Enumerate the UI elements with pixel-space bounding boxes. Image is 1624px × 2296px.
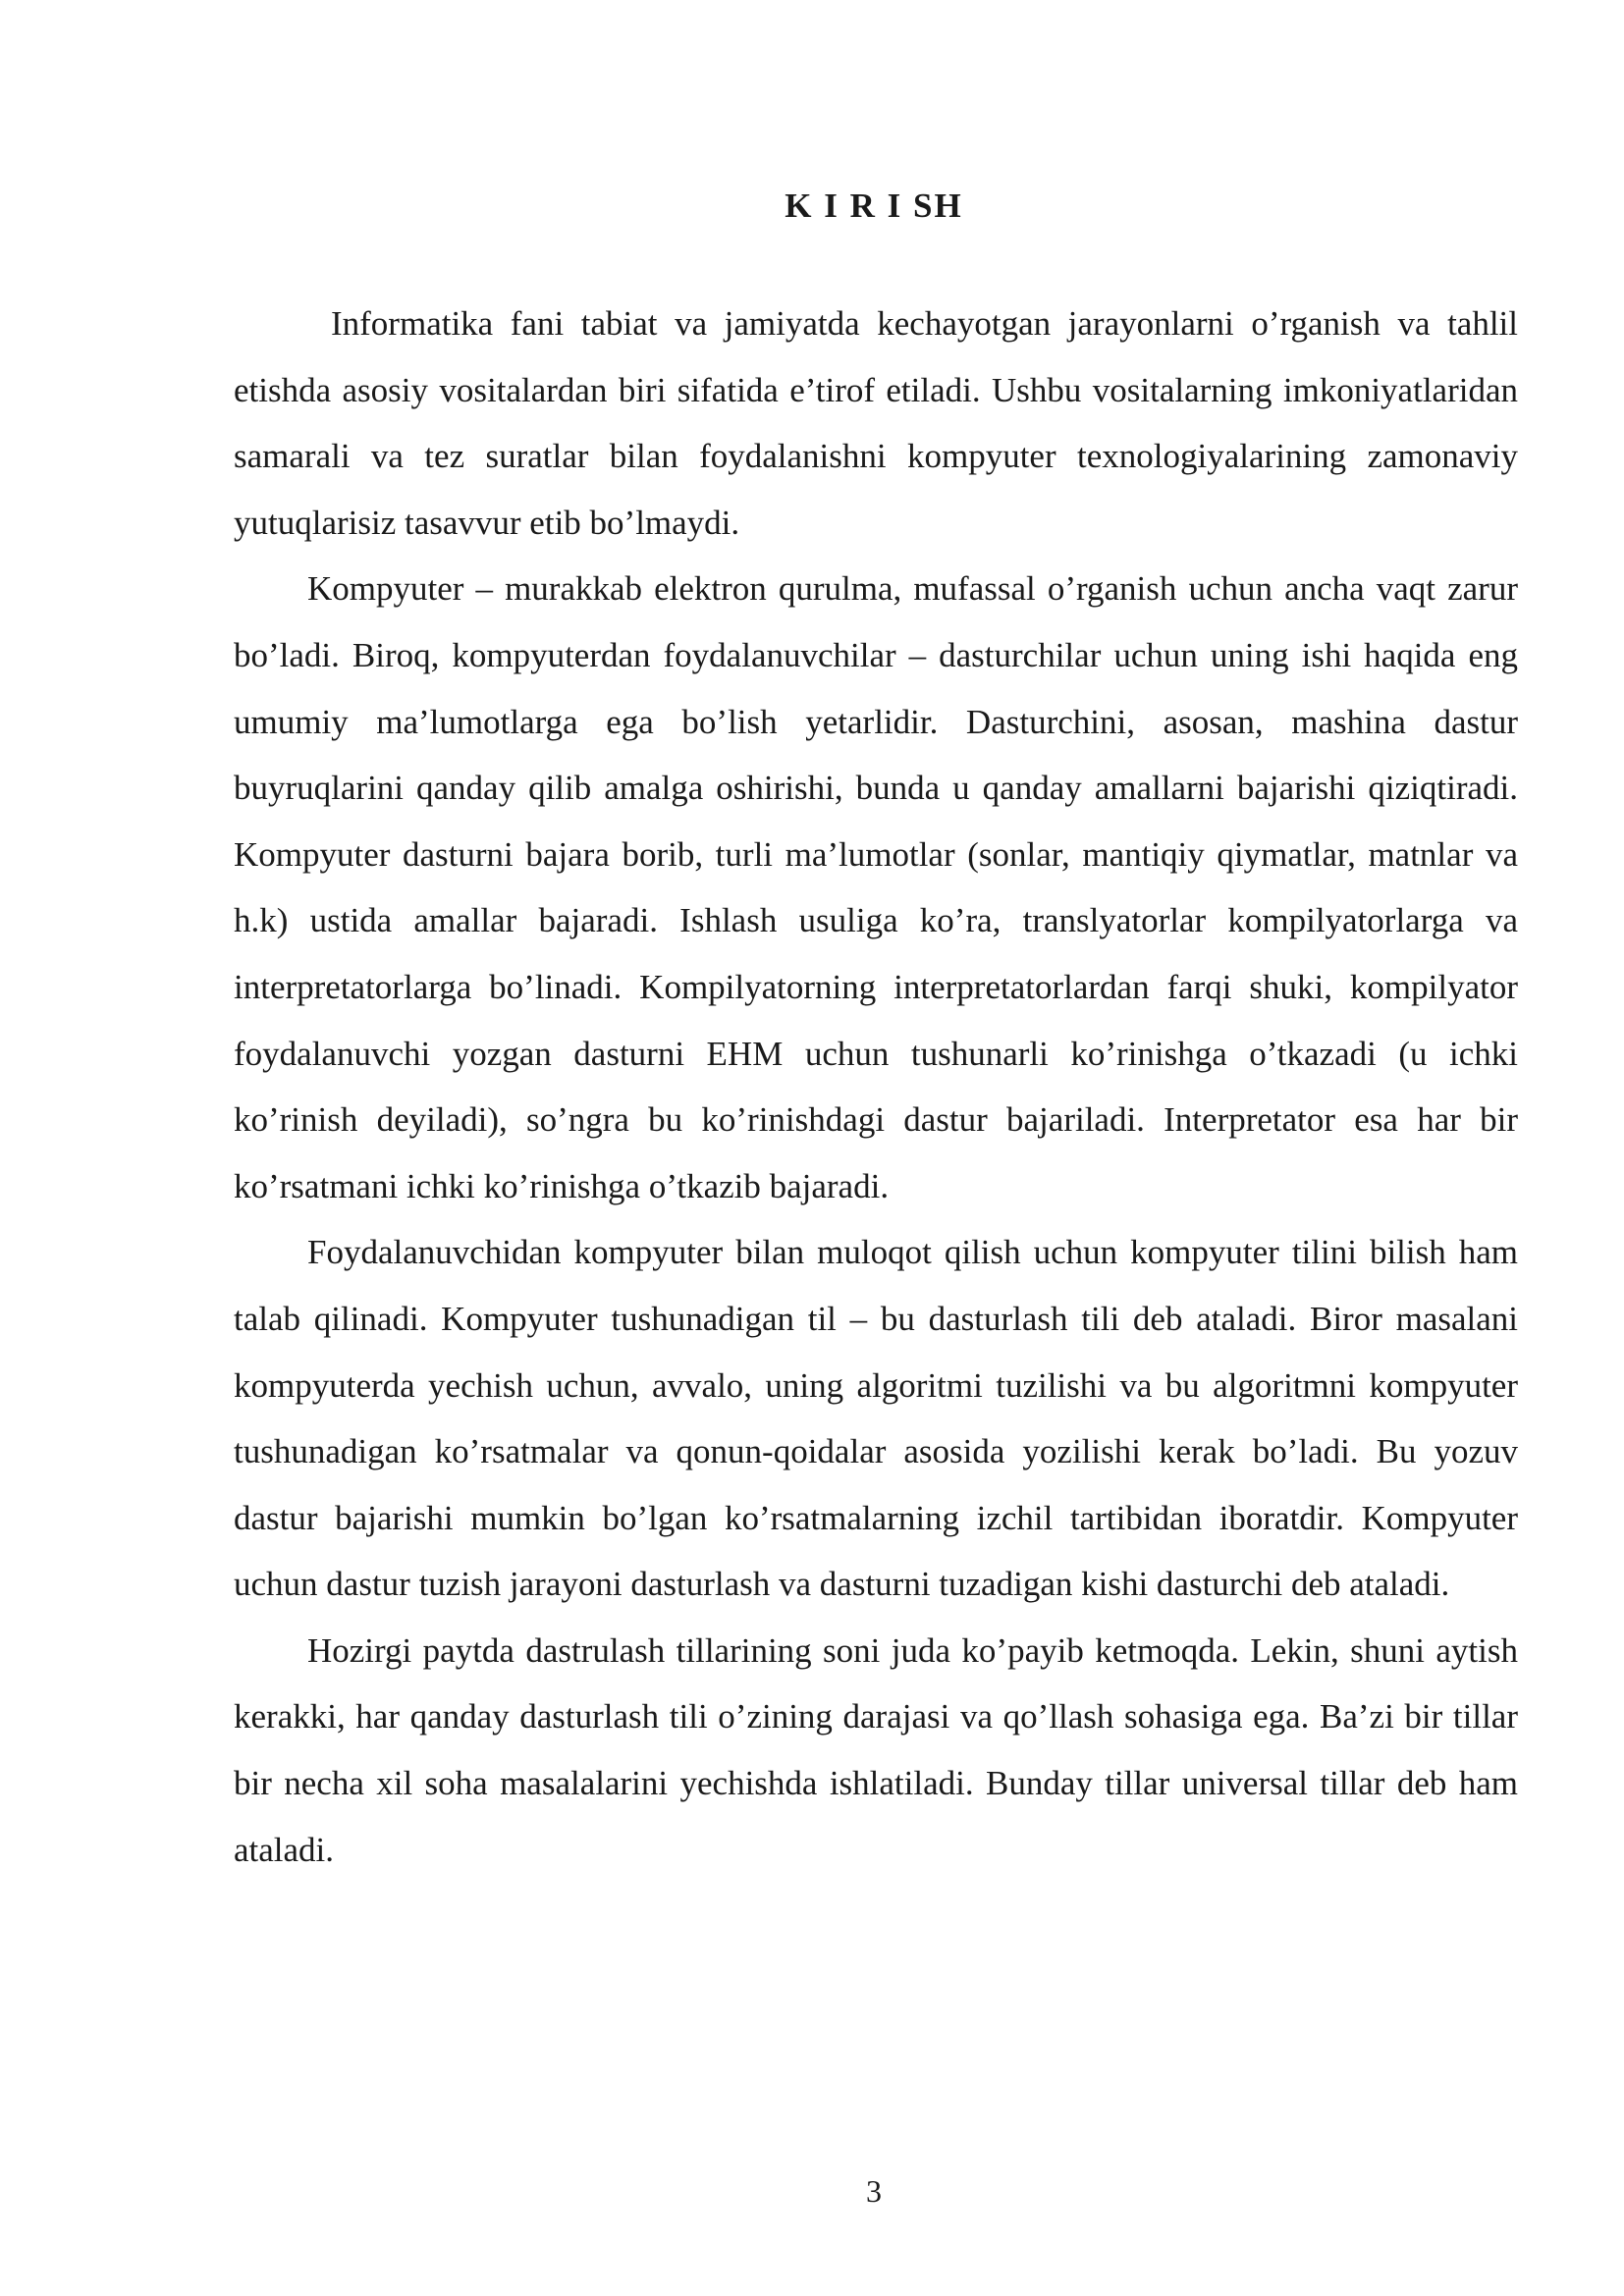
paragraph-1: Informatika fani tabiat va jamiyatda kechayotgan jarayonlarni o’rganish va tahlil etishda asosiy vositalardan biri sifatida e’tirof etiladi. Ushbu vositalarning imkoniyatlaridan samarali va tez suratlar bilan foydalanishni kompyuter texnologiyalarining zamonaviy yutuqlarisiz tasavvur etib bo’lmaydi. — [234, 304, 1518, 542]
paragraph-4: Hozirgi paytda dastrulash tillarining soni juda ko’payib ketmoqda. Lekin, shuni aytish kerakki, har qanday dasturlash tili o’zining darajasi va qo’llash sohasiga ega. Ba’zi bir tillar bir necha xil soha masalalarini yechishda ishlatiladi. Bunday tillar universal tillar deb ham ataladi. — [234, 1630, 1518, 1869]
body-text — [234, 291, 1518, 1883]
page-title: K I R I SH — [785, 187, 963, 225]
paragraph-3: Foydalanuvchidan kompyuter bilan muloqot qilish uchun kompyuter tilini bilish ham talab qilinadi. Kompyuter tushunadigan til – bu dasturlash tili deb ataladi. Biror masalani kompyuterda yechish uchun, avvalo, uning algoritmi tuzilishi va bu algoritmni kompyuter tushunadigan ko’rsatmalar va qonun-qoidalar asosida yozilishi kerak bo’ladi. Bu yozuv dastur bajarishi mumkin bo’lgan ko’rsatmalarning izchil tartibidan iboratdir. Kompyuter uchun dastur tuzish jarayoni dasturlash va dasturni tuzadigan kishi dasturchi deb ataladi. — [234, 1233, 1518, 1604]
paragraph-2: Kompyuter – murakkab elektron qurulma, mufassal o’rganish uchun ancha vaqt zarur bo’ladi. Biroq, kompyuterdan foydalanuvchilar – dasturchilar uchun uning ishi haqida eng umumiy ma’lumotlarga ega bo’lish yetarlidir. Dasturchini, asosan, mashina dastur buyruqlarini qanday qilib amalga oshirishi, bunda u qanday amallarni bajarishi qiziqtiradi. Kompyuter dasturni bajara borib, turli ma’lumotlar (sonlar, mantiqiy qiymatlar, matnlar va h.k) ustida amallar bajaradi. Ishlash usuliga ko’ra, translyatorlar kompilyatorlarga va interpretatorlarga bo’linadi. Kompilyatorning interpretatorlardan farqi shuki, kompilyator foydalanuvchi yozgan dasturni EHM uchun tushunarli ko’rinishga o’tkazadi (u ichki ko’rinish deyiladi), so’ngra bu ko’rinishdagi dastur bajariladi. Interpretator esa har bir ko’rsatmani ichki ko’rinishga o’tkazib bajaradi. — [234, 569, 1518, 1205]
page-number: 3 — [866, 2173, 882, 2209]
